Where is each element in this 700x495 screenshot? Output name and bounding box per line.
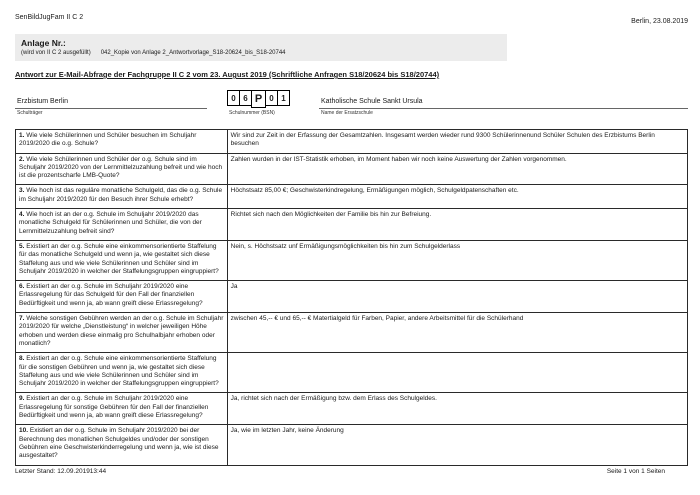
school-identification-form xyxy=(15,90,688,116)
anlage-note: (wird von II C 2 ausgefüllt) xyxy=(21,50,91,56)
schultraeger-underline xyxy=(15,98,207,109)
question-cell xyxy=(16,313,228,353)
schulname-underline xyxy=(319,98,688,109)
schulnummer-digit-2: 6 xyxy=(239,90,252,106)
date-location: Berlin, 23.08.2019 xyxy=(631,18,688,25)
question-cell xyxy=(16,130,228,154)
anlage-subline xyxy=(21,50,501,56)
question-cell xyxy=(16,240,228,280)
question-text: Welche sonstigen Gebühren werden an der o.g. Schule im Schuljahr 2019/2020 für welche „Dienstleistung“ in welcher jeweiligen Höhe erhoben und werden diese einmalig pro Schulhalbjahr erhoben oder monatlich? xyxy=(19,315,224,347)
document-title: Antwort zur E-Mail-Abfrage der Fachgruppe II C 2 vom 23. August 2019 (Schriftliche Anfragen S18/20624 bis S18/20744) xyxy=(15,70,440,79)
schulnummer-digit-4: 0 xyxy=(265,90,278,106)
schulnummer-label: Schulnummer (BSN) xyxy=(229,110,275,116)
question-cell xyxy=(16,393,228,425)
question-number: 3. xyxy=(19,187,25,195)
schulnummer-digit-3: P xyxy=(251,90,266,108)
page-footer xyxy=(15,468,700,475)
table-row xyxy=(16,393,688,425)
schultraeger-value: Erzbistum Berlin xyxy=(17,97,68,105)
answer-cell: Nein, s. Höchstsatz unf Ermäßigungsmöglichkeiten bis hin zum Schulgelderlass xyxy=(227,240,687,280)
question-number: 2. xyxy=(19,155,25,163)
table-row xyxy=(16,425,688,465)
field-schulnummer xyxy=(227,90,297,116)
table-row xyxy=(16,153,688,185)
question-text: Wie hoch ist das reguläre monatliche Schulgeld, das die o.g. Schule im Schuljahr 2019/2020 für den Besuch ihrer Schule erhebt? xyxy=(19,187,223,203)
schulnummer-boxes xyxy=(227,90,290,108)
answer-cell: zwischen 45,-- € und 65,-- € Matertialgeld für Farben, Papier, andere Arbeitsmittel für die Schülerhand xyxy=(227,313,687,353)
question-cell xyxy=(16,153,228,185)
question-text: Wie viele Schülerinnen und Schüler der o.g. Schule sind im Schuljahr 2019/2020 von der Lernmittelzuzahlung befreit und wie hoch ist die prozentscharfe LMB-Quote? xyxy=(19,155,223,180)
question-text: Wie viele Schülerinnen und Schüler besuchen im Schuljahr 2019/2020 die o.g. Schule? xyxy=(19,132,197,148)
answer-cell: Richtet sich nach den Möglichkeiten der Familie bis hin zur Befreiung. xyxy=(227,209,687,241)
question-number: 5. xyxy=(19,242,25,250)
question-answer-table xyxy=(15,129,688,466)
question-text: Existiert an der o.g. Schule eine einkommensorientierte Staffelung für die sonstigen Gebühren und wenn ja, wie gestaltet sich diese Staffelung aus und wie viele Schülerinnen und Schüler sind im Schuljahr 2019/2020 in welcher der Staffelungsgruppen eingruppiert? xyxy=(19,355,219,388)
question-cell xyxy=(16,353,228,393)
question-number: 1. xyxy=(19,132,25,139)
document-topbar xyxy=(15,12,688,25)
answer-cell xyxy=(227,353,687,393)
table-row xyxy=(16,281,688,313)
question-cell xyxy=(16,425,228,465)
question-text: Wie hoch ist an der o.g. Schule im Schuljahr 2019/2020 das monatliche Schulgeld für Schülerinnen und Schüler, die von der Lernmittelzuzahlung befreit sind? xyxy=(19,211,202,235)
answer-cell: Wir sind zur Zeit in der Erfassung der Gesamtzahlen. Insgesamt werden wieder rund 9300 Schülerinnenund Schüler Schulen des Erzbistums Berlin besuchen xyxy=(227,130,687,154)
table-row xyxy=(16,240,688,280)
question-number: 6. xyxy=(19,283,25,291)
schultraeger-label: Schulträger xyxy=(17,110,43,116)
org-reference: SenBildJugFam II C 2 xyxy=(15,14,84,21)
table-row xyxy=(16,353,688,393)
question-number: 4. xyxy=(19,211,25,219)
question-number: 9. xyxy=(19,395,25,403)
question-number: 10. xyxy=(19,427,29,435)
anlage-number-box xyxy=(15,34,507,61)
answer-cell: Ja, richtet sich nach der Ermäßigung bzw. dem Erlass des Schulgeldes. xyxy=(227,393,687,425)
field-schulname xyxy=(319,98,688,117)
question-cell xyxy=(16,209,228,241)
table-row xyxy=(16,313,688,353)
answer-cell: Ja xyxy=(227,281,687,313)
question-text: Existiert an der o.g. Schule im Schuljahr 2019/2020 eine Erlassregelung für sonstige Gebühren für den Fall der finanziellen Bedürftigkeit und wenn ja, ab wann greift diese Erlassregelung? xyxy=(19,395,209,420)
schulname-label: Name der Ersatzschule xyxy=(321,110,373,116)
answer-cell: Höchstsatz 85,00 €; Geschwisterkindregelung, Ermäßigungen möglich, Schulgeldpatenschaften etc. xyxy=(227,185,687,209)
question-text: Existiert an der o.g. Schule im Schuljahr 2019/2020 bei der Berechnung des monatlichen Schulgeldes und/oder der sonstigen Gebühren eine Geschwisterkinderregelung und wenn ja, wie ist diese ausgestaltet? xyxy=(19,427,219,460)
schulnummer-digit-1: 0 xyxy=(227,90,240,106)
table-row xyxy=(16,209,688,241)
question-number: 8. xyxy=(19,355,25,363)
question-text: Existiert an der o.g. Schule eine einkommensorientierte Staffelung für das monatliche Schulgeld und wenn ja, wie gestaltet sich diese Staffelung aus und wie viele Schülerinnen und Schüler sind im Schuljahr 2019/2020 in welcher der Staffelungsgruppen eingruppiert? xyxy=(19,242,219,275)
schulnummer-digit-5: 1 xyxy=(277,90,290,106)
table-row xyxy=(16,185,688,209)
question-text: Existiert an der o.g. Schule im Schuljahr 2019/2020 eine Erlassregelung für das Schulgeld für den Fall der finanziellen Bedürftigkeit und wenn ja, ab wann greift diese Erlassregelung? xyxy=(19,283,203,307)
schulname-value: Katholische Schule Sankt Ursula xyxy=(321,97,423,105)
field-schultraeger xyxy=(15,98,207,117)
footer-last-updated: Letzter Stand: 12.09.201913:44 xyxy=(15,468,107,475)
footer-page-count: Seite 1 von 1 Seiten xyxy=(606,468,665,475)
question-cell xyxy=(16,281,228,313)
answer-cell: Zahlen wurden in der IST-Statistik erhoben, im Moment haben wir noch keine Auswertung der Zahlen vorgenommen. xyxy=(227,153,687,185)
question-cell xyxy=(16,185,228,209)
question-number: 7. xyxy=(19,315,25,323)
anlage-label: Anlage Nr.: xyxy=(21,38,66,48)
answer-cell: Ja, wie im letzten Jahr, keine Änderung xyxy=(227,425,687,465)
table-row xyxy=(16,130,688,154)
anlage-filename: 042_Kopie von Anlage 2_Antwortvorlage_S18-20624_bis_S18-20744 xyxy=(100,50,286,56)
